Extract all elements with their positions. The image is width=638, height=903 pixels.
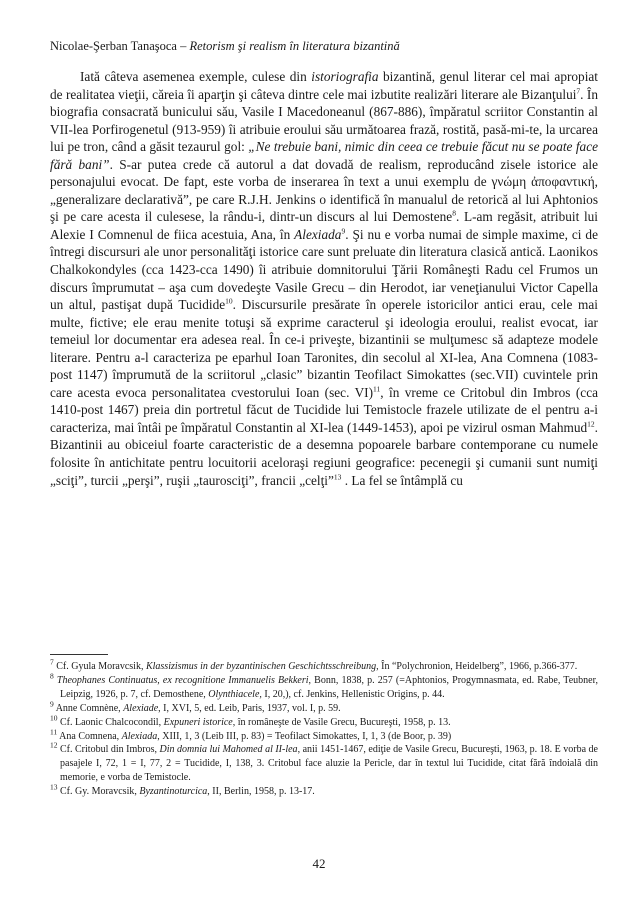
footnote-text: Cf. Critobul din Imbros, — [57, 744, 160, 756]
footnote-10 — [50, 713, 598, 730]
footnote-text: Ana Comnena, — [57, 730, 122, 742]
footnote-ref-12[interactable]: 12 — [587, 419, 595, 429]
body-paragraph — [50, 68, 598, 489]
footnote-number: 8 — [50, 671, 54, 681]
footnote-text: , I, XVI, 5, ed. Leib, Paris, 1937, vol. I, p. 59. — [158, 702, 341, 714]
footnote-number: 12 — [50, 741, 58, 751]
footnote-text: , Bonn, 1838, p. 257 (=Aphtonios, Progymnasmata, ed. Rabe, Teubner, Leipzig, 1926, p. 7, cf. Demosthene, — [60, 674, 599, 700]
footnote-italic: Theophanes Continuatus, ex recognitione Immanuelis Bekkeri — [56, 674, 309, 686]
page-content — [50, 38, 598, 489]
body-text-segment: , în vreme ce Critobul din Imbros (cca 1410-post 1467) preia din portretul făcut de Tucidide lui Temistocle frazele utilizate de el pentru a-i caracteriza, mai întâi pe împăratul Constantin al XI-lea (1449-1453), apoi pe vizirul osman Mahmud — [50, 384, 598, 435]
footnote-number: 11 — [50, 727, 58, 737]
body-text-segment: . Bizantinii au obiceiul foarte caracteristic de a desemna popoarele barbare contemporane cu numele folosite în antichitate pentru locuitorii aceloraşi regiuni geografice: pecenegii şi cumanii sunt numiţi „sciţi”, turcii „perşi”, ruşii „taurosciţi”, francii „celţi” — [50, 419, 598, 488]
body-text-segment: . S-ar putea crede că autorul a dat dovadă de realism, reproducând zisele istorice ale personajului evocat. De fapt, este vorba de inserarea în text a unui exemplu de γνώμη ἀποφαντική, „generalizare declarativă”, pe care R.J.H. Jenkins o identifică în manualul de retorică al lui Aphtonios şi pe care acesta il culesese, la rându-i, dintr-un discurs al lui Demostene — [50, 156, 598, 225]
header-title: Retorism şi realism în literatura bizantină — [189, 39, 400, 53]
footnote-12 — [50, 743, 598, 785]
footnotes — [50, 657, 599, 799]
body-italic-quote: „Ne trebuie bani, nimic din ceea ce trebuie făcut nu se poate face fără bani” — [50, 139, 598, 172]
footnote-text: , anii 1451-1467, ediţie de Vasile Grecu, Bucureşti, 1963, p. 18. E vorba de pasajele I, 72, 1 = I, 77, 2 = Tucidide, I, 138, 3. Critobul face aluzie la Pericle, dar în textul lui Tucidide, citat fără îndoială din memorie, e vorba de Temistocle. — [60, 744, 598, 784]
footnote-ref-7[interactable]: 7 — [576, 86, 581, 96]
footnote-text: În “Polychronion, Heidelberg”, 1966, p.366-377. — [378, 661, 578, 672]
footnote-9 — [50, 699, 598, 716]
body-text-segment: bizantină, genul literar cel mai apropiat de realitatea vieţii, căreia îi aparţin şi câteva dintre cele mai izbutite realizări literare ale Bizanţului — [50, 69, 598, 102]
footnote-text: , XIII, 1, 3 (Leib III, p. 83) = Teofilact Simokattes, I, 1, 3 (de Boor, p. 39) — [157, 730, 452, 742]
body-text-segment: . La fel se întâmplă cu — [341, 472, 463, 488]
footnote-text: Cf. Laonic Chalcocondil, — [57, 716, 164, 728]
footnote-ref-11[interactable]: 11 — [373, 384, 381, 394]
footnote-text: , II, Berlin, 1958, p. 13-17. — [207, 786, 315, 798]
body-text-segment: Iată câteva asemenea exemple, culese din — [80, 69, 312, 84]
footnote-ref-8[interactable]: 8 — [452, 208, 456, 218]
footnote-text: , în româneşte de Vasile Grecu, Bucureşti, 1958, p. 13. — [232, 716, 451, 728]
body-text-segment: . În biografia consacrată bunicului său, Vasile I Macedoneanul (867-886), împăratul scriitor Constantin al VII-lea Porfirogenetul (913-959) îi atribuie eroului său următoarea frază, rostită, pasă-mi-te, la urcarea lui pe tron, când a găsit tezaurul gol: — [50, 86, 598, 155]
body-italic-segment: Alexiada — [294, 226, 342, 242]
footnote-ref-10[interactable]: 10 — [225, 296, 233, 306]
body-italic-segment: istoriografia — [311, 69, 379, 84]
footnote-8 — [50, 671, 599, 702]
footnote-number: 13 — [50, 782, 58, 792]
running-header — [50, 38, 598, 54]
footnote-italic: Din domnia lui Mahomed al II-lea — [159, 744, 298, 756]
body-text-segment: . L-am regăsit, atribuit lui Alexie I Comnenul de fiica acestuia, Ana, în — [50, 209, 598, 242]
header-separator: – — [176, 39, 190, 53]
footnote-text: I, 20,), cf. Jenkins, Hellenistic Origins, p. 44. — [261, 688, 445, 700]
footnote-italic: Alexiade — [123, 702, 159, 714]
footnote-7 — [50, 657, 598, 674]
footnote-text: Cf. Gy. Moravcsik, — [57, 786, 140, 798]
footnote-13 — [50, 782, 598, 799]
footnote-ref-13[interactable]: 13 — [333, 472, 342, 482]
header-author: Nicolae-Şerban Tanaşoca — [50, 39, 177, 53]
footnote-text: Cf. Gyula Moravcsik, — [53, 661, 146, 672]
footnote-italic: Klassizismus in der byzantinischen Geschichtsschreibung, — [145, 661, 379, 672]
page-number: 42 — [312, 856, 326, 871]
footnote-11 — [50, 727, 598, 744]
footnote-text: Anne Comnène, — [53, 702, 124, 714]
footnote-italic: Alexiada — [121, 730, 158, 742]
footnote-italic: Olynthiacele, — [208, 688, 262, 700]
footnote-divider — [50, 654, 108, 655]
footnote-italic: Byzantinoturcica — [139, 786, 208, 798]
body-text-segment: . Discursurile presărate în operele istoricilor antici erau, cele mai multe, fictive; ele erau menite totuşi să exprime caracterul şi ideologia eroului, realist evocat, iar temeiul lor documentar era adesea real. În ce-i priveşte, bizantinii se mulţumesc să adapteze modele literare. Pentru a-l caracteriza pe eparhul Ioan Taronites, din secolul al XI-lea, Ana Comnena (1083-post 1147) împrumută de la scriitorul „clasic” bizantin Teofilact Simokattes (sec.VII) cuvintele prin care acesta evoca personalitatea cvestorului Ioan (sec. VI) — [50, 297, 598, 400]
footnote-number: 10 — [50, 713, 58, 723]
footnote-number: 9 — [50, 699, 54, 709]
footnote-number: 7 — [50, 657, 54, 667]
footnote-ref-9[interactable]: 9 — [341, 226, 346, 236]
body-text-segment: . Şi nu e vorba numai de simple maxime, ci de întregi discursuri ale unor personalităţi istorice care sunt preluate din literatura clasică antică. Laonikos Chalkokondyles (cca 1423-cca 1490) îi atribuie domnitorului Ţării Româneşti Radu cel Frumos un discurs împrumutat – aşa cum dovedeşte Vasile Grecu – din Herodot, iar veneţianului Victor Capella un altul, pastişat după Tucidide — [50, 226, 598, 313]
footnote-italic: Expuneri istorice — [163, 716, 233, 728]
